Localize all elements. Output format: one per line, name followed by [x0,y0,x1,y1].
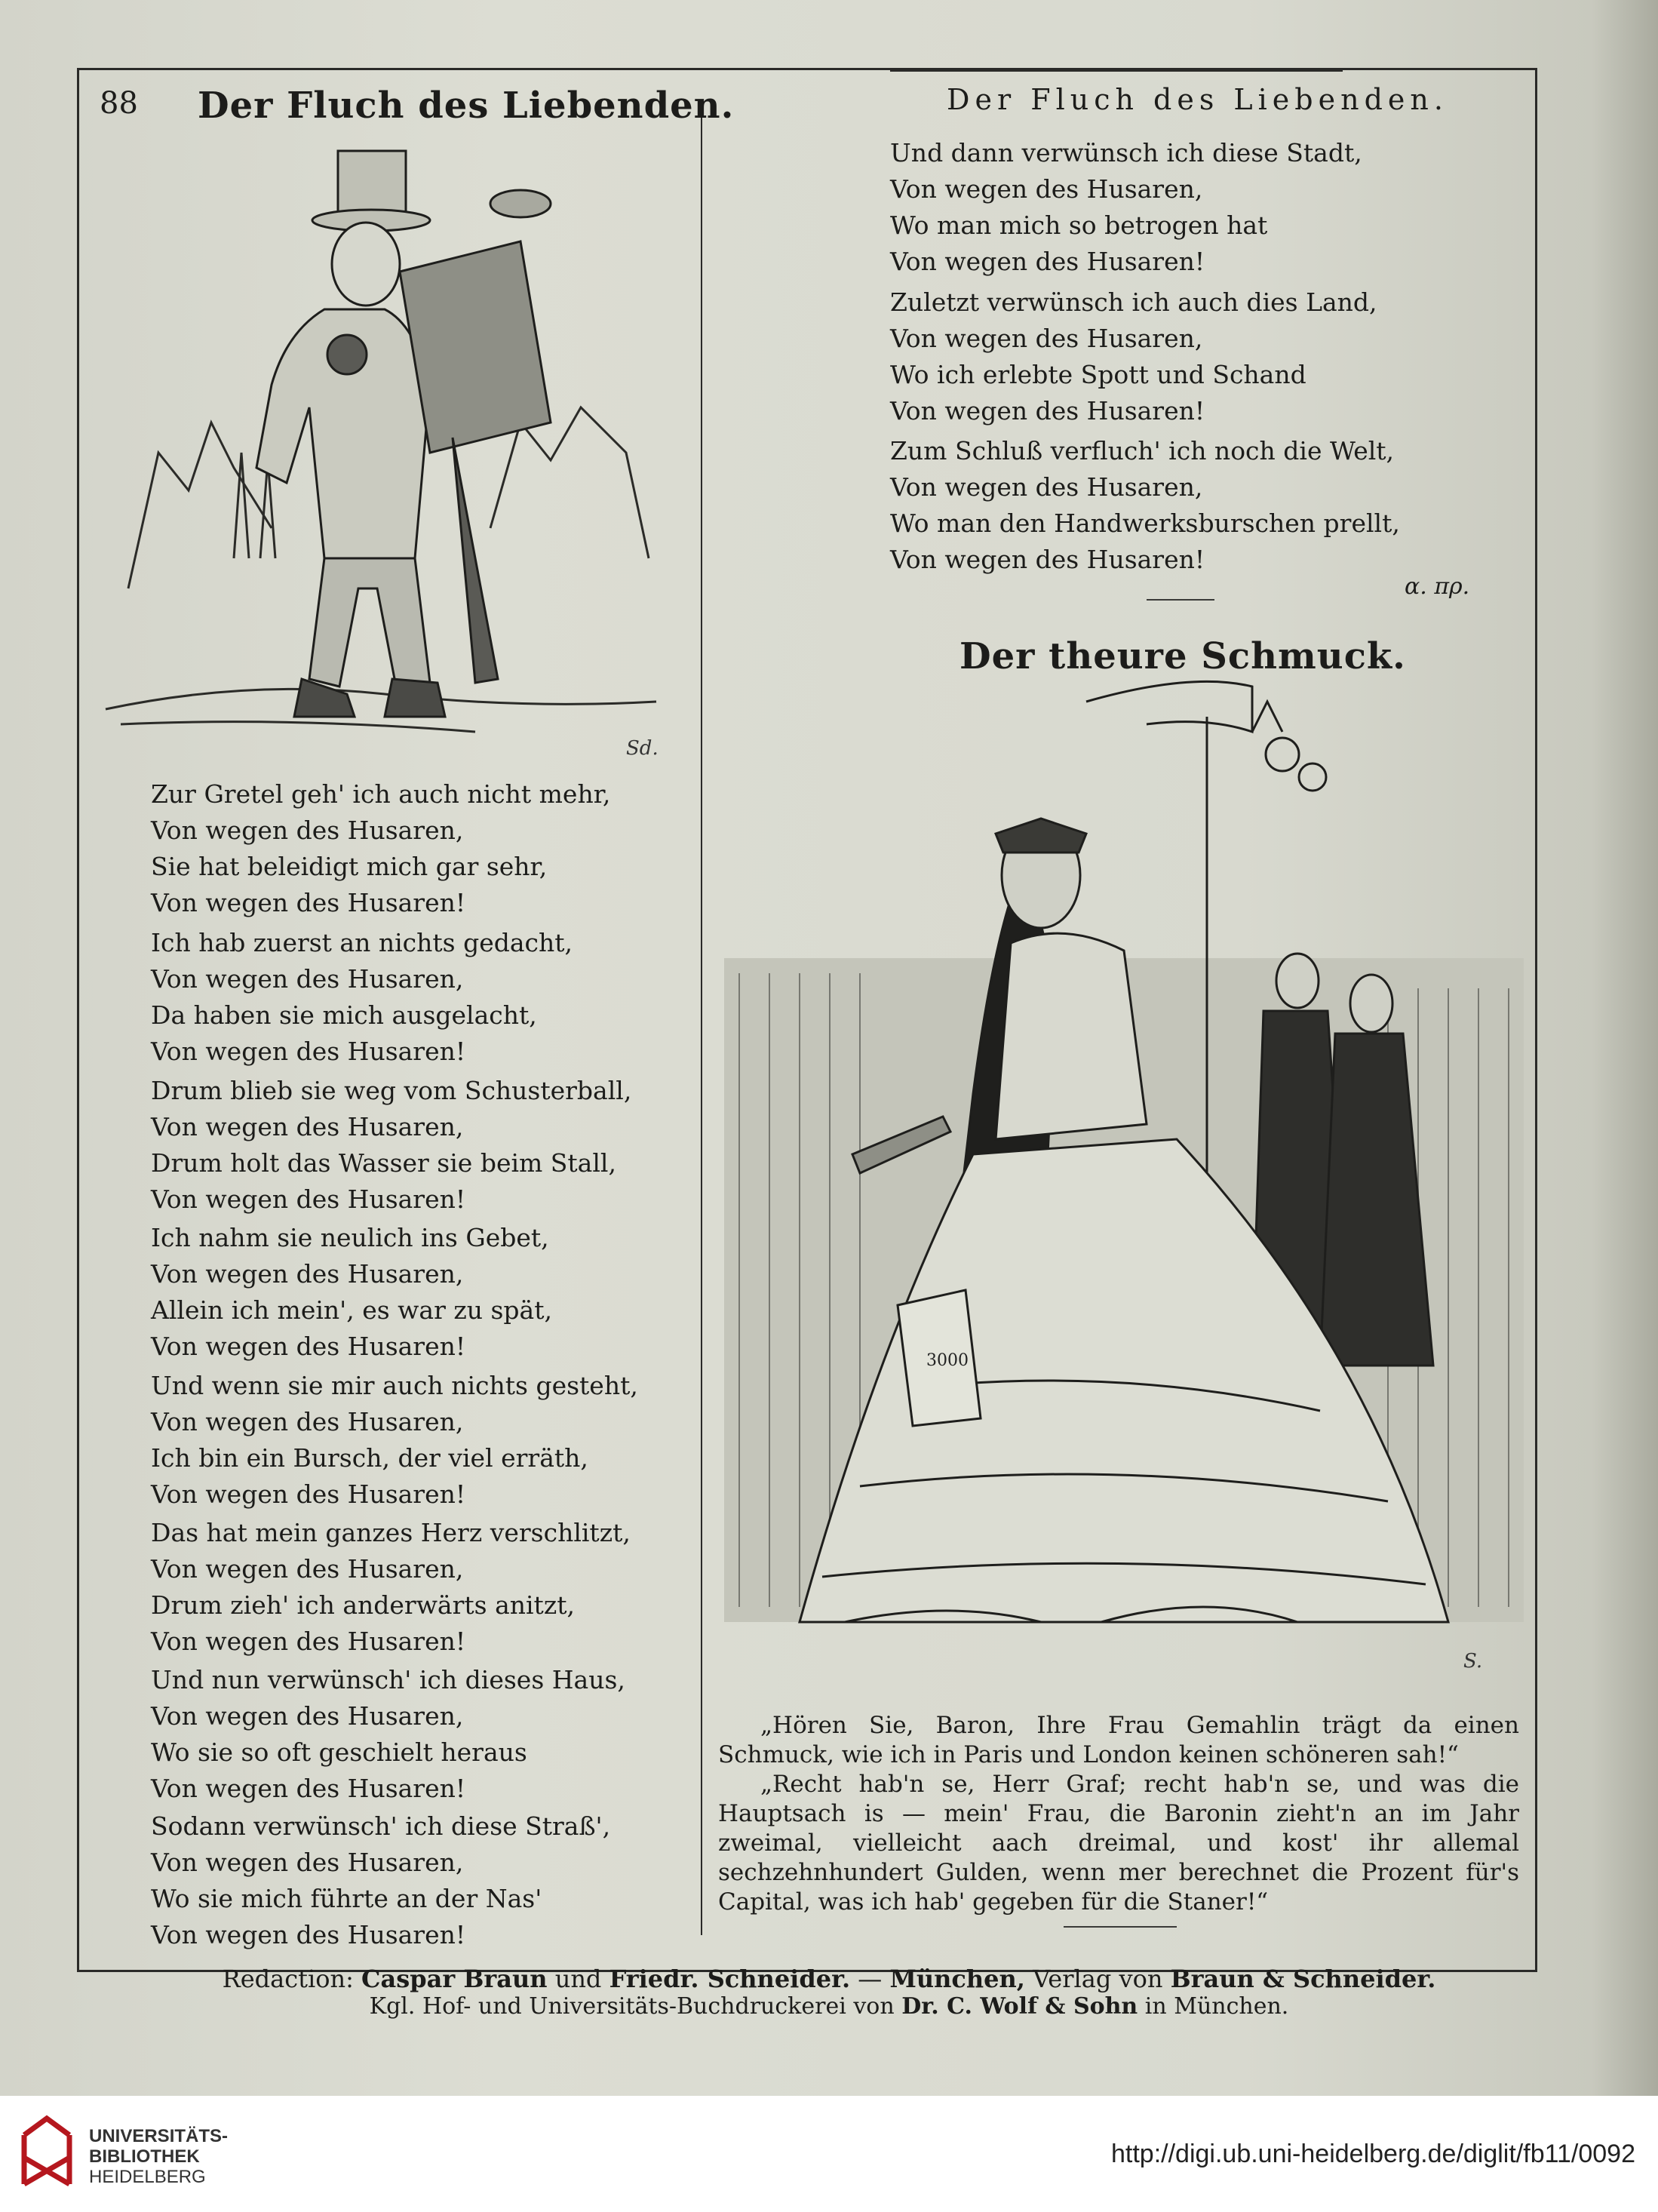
library-name-line: HEIDELBERG [89,2167,206,2187]
section-rule [1147,599,1214,601]
stanza-7 [151,1662,625,1807]
imprint-redaction-label: Redaction: [222,1965,354,1993]
verse-line: Und wenn sie mir auch nichts gesteht, [151,1371,638,1400]
stanza-8 [151,1808,610,1953]
imprint-city: München, [889,1965,1025,1993]
cartoon-caption [718,1711,1519,1917]
verse-line: Wo sie so oft geschielt heraus [151,1737,527,1767]
imprint-and: und [554,1965,602,1993]
imprint-editor-1: Caspar Braun [361,1965,548,1993]
verse-line: Sodann verwünsch' ich diese Straß', [151,1811,611,1841]
verse-line: Von wegen des Husaren, [151,964,464,994]
verse-line: Von wegen des Husaren, [890,472,1203,502]
verse-line: Von wegen des Husaren, [890,324,1203,353]
stanza-1 [151,776,610,921]
verse-line: Von wegen des Husaren! [890,247,1205,276]
library-name[interactable] [89,2126,228,2187]
caption-paragraph: „Recht hab'n se, Herr Graf; recht hab'n se, und was die Hauptsach is — mein' Frau, die Baronin zieht'n an im Jahr zweimal, vielleicht aach dreimal, und kost' ihr allemal sechzehnhundert Gulden, wenn mer berechnet die Prozent für's Capital, was ich hab' gegeben für die Staner!“ [718,1771,1519,1916]
verse-line: Drum blieb sie weg vom Schusterball, [151,1076,632,1105]
imprint-printer: Dr. C. Wolf & Sohn [901,1993,1138,2020]
verse-line: Zur Gretel geh' ich auch nicht mehr, [151,779,611,809]
stanza-2 [151,925,573,1070]
verse-line: Wo man mich so betrogen hat [890,210,1268,240]
university-library-logo-icon[interactable] [17,2112,80,2197]
verse-line: Wo sie mich führte an der Nas' [151,1884,542,1913]
verse-line: Von wegen des Husaren! [151,1774,466,1803]
verse-line: Wo ich erlebte Spott und Schand [890,360,1306,389]
stanza-4 [151,1220,552,1365]
column-divider [701,109,702,1935]
verse-line: Von wegen des Husaren! [151,888,466,917]
library-name-line: UNIVERSITÄTS- [89,2126,229,2146]
cartoon-title: Der theure Schmuck. [959,635,1406,677]
verse-line: Zum Schluß verfluch' ich noch die Welt, [890,436,1395,465]
verse-line: Von wegen des Husaren, [151,1112,464,1141]
verse-line: Und nun verwünsch' ich dieses Haus, [151,1665,625,1694]
verse-line: Ich nahm sie neulich ins Gebet, [151,1223,549,1252]
verse-line: Von wegen des Husaren! [151,1479,466,1509]
verse-line: Von wegen des Husaren! [151,1920,466,1949]
imprint-printer-suffix: in München. [1144,1993,1289,2020]
imprint-line-1 [0,1965,1658,1993]
stanza-6 [151,1515,631,1660]
imprint-printer-prefix: Kgl. Hof- und Universitäts-Buchdruckerei von [369,1993,895,2020]
verse-line: Sie hat beleidigt mich gar sehr, [151,852,548,881]
header-rule [890,70,1343,72]
verse-line: Von wegen des Husaren, [151,816,464,845]
svg-text:Sd.: Sd. [626,737,659,760]
verse-line: Da haben sie mich ausgelacht, [151,1000,537,1030]
imprint-line-2 [0,1993,1658,2020]
verse-line: Allein ich mein', es war zu spät, [151,1295,552,1325]
verse-line: Von wegen des Husaren, [151,1259,464,1289]
verse-line: Wo man den Handwerksburschen prellt, [890,508,1400,538]
permalink-url[interactable]: http://digi.ub.uni-heidelberg.de/diglit/fb11/0092 [1111,2140,1635,2168]
verse-line: Drum holt das Wasser sie beim Stall, [151,1148,616,1178]
verse-line: Zuletzt verwünsch ich auch dies Land, [890,287,1377,317]
imprint-publisher: Braun & Schneider. [1170,1965,1436,1993]
verse-line: Von wegen des Husaren, [890,174,1203,204]
stanza-11 [890,433,1400,578]
page-number: 88 [100,86,138,121]
stanza-3 [151,1073,631,1218]
library-name-line: BIBLIOTHEK [89,2146,200,2167]
imprint-dash: — [858,1965,883,1993]
verse-line: Von wegen des Husaren! [890,396,1205,426]
handkerchief-label: 3000 [926,1351,969,1370]
imprint-editor-2: Friedr. Schneider. [609,1965,851,1993]
journeyman-illustration [98,136,671,770]
verse-line: Von wegen des Husaren! [151,1332,466,1361]
stanza-10 [890,284,1377,429]
author-signature: α. πρ. [1405,573,1470,600]
verse-line: Von wegen des Husaren, [151,1554,464,1584]
svg-text:S.: S. [1463,1650,1483,1673]
verse-line: Von wegen des Husaren, [151,1407,464,1436]
verse-line: Drum zieh' ich anderwärts anitzt, [151,1590,575,1620]
stanza-9 [890,135,1362,280]
verse-line: Von wegen des Husaren, [151,1701,464,1731]
caption-paragraph: „Hören Sie, Baron, Ihre Frau Gemahlin trägt da einen Schmuck, wie ich in Paris und London keinen schöneren sah!“ [718,1712,1519,1768]
verse-line: Von wegen des Husaren! [890,545,1205,574]
poem-title: Der Fluch des Liebenden. [198,84,735,127]
verse-line: Von wegen des Husaren! [151,1627,466,1656]
verse-line: Von wegen des Husaren, [151,1848,464,1877]
imprint-verlag: Verlag von [1033,1965,1163,1993]
running-header: Der Fluch des Liebenden. [947,83,1448,116]
end-rule [1064,1926,1177,1928]
verse-line: Und dann verwünsch ich diese Stadt, [890,138,1362,167]
verse-line: Ich bin ein Bursch, der viel erräth, [151,1443,588,1473]
stanza-5 [151,1368,638,1513]
verse-line: Von wegen des Husaren! [151,1037,466,1066]
verse-line: Von wegen des Husaren! [151,1184,466,1214]
lady-crinoline-illustration [724,671,1524,1697]
verse-line: Das hat mein ganzes Herz verschlitzt, [151,1518,631,1547]
verse-line: Ich hab zuerst an nichts gedacht, [151,928,573,957]
